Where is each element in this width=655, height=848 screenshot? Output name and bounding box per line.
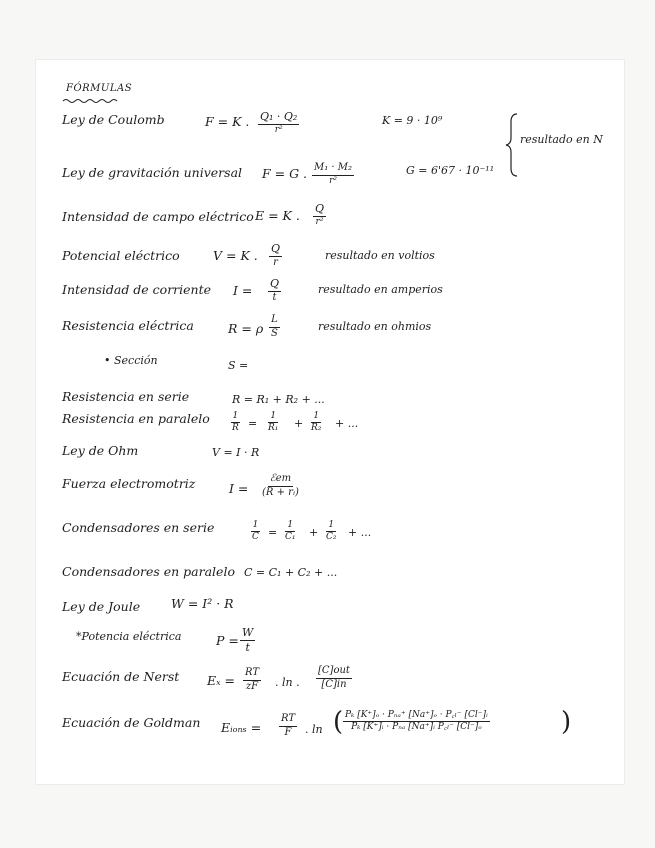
- serie-label: Resistencia en serie: [62, 389, 190, 404]
- coulomb-lhs: F = K .: [205, 114, 250, 129]
- coulomb-numerator: Q₁ · Q₂: [260, 110, 298, 123]
- cond-serie-f2-num: 1: [285, 521, 295, 532]
- paralelo-label: Resistencia en paralelo: [62, 411, 210, 426]
- cond-serie-label: Condensadores en serie: [62, 520, 215, 535]
- goldman-ln: . ln: [305, 723, 323, 736]
- page-title: FÓRMULAS: [66, 83, 133, 94]
- paralelo-fraction-3: [309, 412, 323, 434]
- corriente-denominator: t: [272, 291, 277, 303]
- cond-serie-fraction-3: [324, 521, 339, 543]
- fem-label: Fuerza electromotriz: [62, 476, 196, 491]
- corriente-lhs: I =: [233, 283, 253, 298]
- campo-fraction: [313, 203, 326, 227]
- campo-numerator: Q: [315, 202, 325, 215]
- gravitation-fraction: [312, 163, 354, 186]
- resistencia-numerator: L: [271, 314, 278, 325]
- cond-serie-f2-den: C₁: [285, 532, 296, 543]
- paralelo-tail: + ...: [335, 417, 359, 430]
- paralelo-f2-num: 1: [268, 412, 278, 423]
- gravitation-numerator: M₁ · M₂: [312, 163, 354, 176]
- potencial-denominator: r: [273, 256, 278, 268]
- nernst-fraction-2: [316, 666, 352, 690]
- cond-serie-f3-den: C₂: [326, 532, 337, 543]
- corriente-label: Intensidad de corriente: [62, 282, 212, 297]
- cond-serie-fraction-1: [250, 521, 261, 543]
- goldman-lhs: Eᵢₒₙₛ =: [221, 720, 262, 735]
- nernst-label: Ecuación de Nerst: [62, 669, 180, 684]
- seccion-label: • Sección: [104, 354, 158, 367]
- fem-fraction: [260, 474, 301, 498]
- goldman-denominator: Pₖ [K⁺]ᵢ · Pₙₐ [Na⁺]ᵢ P꜀ₗ⁻ [Cl⁻]ₒ: [351, 722, 482, 733]
- cond-serie-f3-num: 1: [326, 521, 336, 532]
- gravitation-constant: G = 6'67 · 10⁻¹¹: [406, 164, 495, 177]
- paralelo-f1-num: 1: [231, 412, 241, 423]
- gravitation-denominator: r²: [329, 175, 337, 186]
- goldman-f1-den: F: [284, 726, 292, 738]
- ohm-label: Ley de Ohm: [62, 443, 139, 458]
- goldman-numerator: Pₖ [K⁺]ₒ · Pₙₐ⁺ [Na⁺]ₒ · P꜀ₗ⁻ [Cl⁻]ᵢ: [343, 711, 490, 722]
- resistencia-denominator: S: [271, 327, 278, 339]
- coulomb-label: Ley de Coulomb: [62, 112, 165, 127]
- paralelo-f3-den: R₂: [311, 423, 322, 434]
- paralelo-f2-den: R₁: [268, 423, 279, 434]
- goldman-f1-num: RT: [279, 714, 297, 727]
- nernst-f1-den: zF: [245, 680, 259, 692]
- cond-serie-eq: =: [268, 526, 278, 539]
- paralelo-eq: =: [248, 417, 258, 430]
- gravitation-label: Ley de gravitación universal: [62, 165, 243, 180]
- coulomb-denominator: r²: [274, 124, 283, 135]
- coulomb-constant: K = 9 · 10⁹: [382, 114, 443, 127]
- resistencia-note: resultado en ohmios: [318, 320, 432, 333]
- nernst-lhs: Eₓ =: [207, 673, 236, 688]
- fem-lhs: I =: [229, 481, 249, 496]
- paralelo-fraction-2: [266, 412, 280, 434]
- ohm-expr: V = I · R: [212, 446, 260, 459]
- title-underline: [62, 98, 120, 104]
- nernst-f1-num: RT: [243, 668, 261, 681]
- bracket-note: resultado en N: [520, 133, 603, 146]
- seccion-expr: S =: [228, 359, 249, 372]
- cond-serie-tail: + ...: [348, 526, 372, 539]
- campo-label: Intensidad de campo eléctrico: [62, 209, 254, 224]
- goldman-fraction-2: [343, 711, 490, 733]
- cond-serie-f1-den: C: [252, 532, 259, 543]
- fem-numerator: ℰem: [268, 474, 293, 487]
- corriente-note: resultado en amperios: [318, 283, 443, 296]
- nernst-ln: . ln .: [275, 676, 300, 689]
- resistencia-fraction: [269, 315, 280, 339]
- nernst-f2-num: [C]out: [316, 666, 352, 679]
- cond-serie-f1-num: 1: [251, 521, 261, 532]
- potencial-lhs: V = K .: [213, 248, 258, 263]
- potencia-fraction: [240, 627, 255, 653]
- serie-expr: R = R₁ + R₂ + ...: [232, 393, 325, 406]
- potencia-numerator: W: [242, 626, 254, 639]
- potencia-lhs: P =: [216, 633, 239, 648]
- corriente-numerator: Q: [270, 277, 280, 290]
- gravitation-lhs: F = G .: [262, 166, 308, 181]
- coulomb-fraction: [258, 111, 299, 135]
- paralelo-f1-den: R: [232, 423, 239, 434]
- goldman-open-paren: (: [333, 707, 344, 737]
- joule-label: Ley de Joule: [62, 599, 141, 614]
- fem-denominator: (R + rᵢ): [262, 486, 299, 498]
- brace-symbol: [505, 112, 521, 178]
- campo-denominator: r²: [315, 216, 324, 227]
- resistencia-lhs: R = ρ: [228, 321, 264, 336]
- potencia-denominator: t: [245, 640, 250, 654]
- corriente-fraction: [268, 278, 281, 303]
- goldman-fraction-1: [279, 714, 297, 738]
- joule-expr: W = I² · R: [171, 596, 234, 611]
- goldman-label: Ecuación de Goldman: [62, 715, 201, 730]
- cond-paralelo-label: Condensadores en paralelo: [62, 564, 235, 579]
- goldman-close-paren: ): [561, 707, 572, 737]
- paralelo-f3-num: 1: [311, 412, 321, 423]
- potencial-fraction: [269, 243, 282, 268]
- potencial-label: Potencial eléctrico: [62, 248, 180, 263]
- potencia-label: *Potencia eléctrica: [76, 630, 182, 643]
- paralelo-plus: +: [294, 417, 304, 430]
- nernst-f2-den: [C]in: [321, 678, 347, 690]
- campo-lhs: E = K .: [255, 208, 300, 223]
- resistencia-label: Resistencia eléctrica: [62, 318, 194, 333]
- potencial-numerator: Q: [271, 242, 281, 255]
- cond-paralelo-expr: C = C₁ + C₂ + ...: [244, 566, 338, 579]
- paralelo-fraction-1: [230, 412, 241, 434]
- cond-serie-fraction-2: [283, 521, 298, 543]
- potencial-note: resultado en voltios: [325, 249, 435, 262]
- cond-serie-plus: +: [309, 526, 319, 539]
- nernst-fraction-1: [243, 668, 261, 692]
